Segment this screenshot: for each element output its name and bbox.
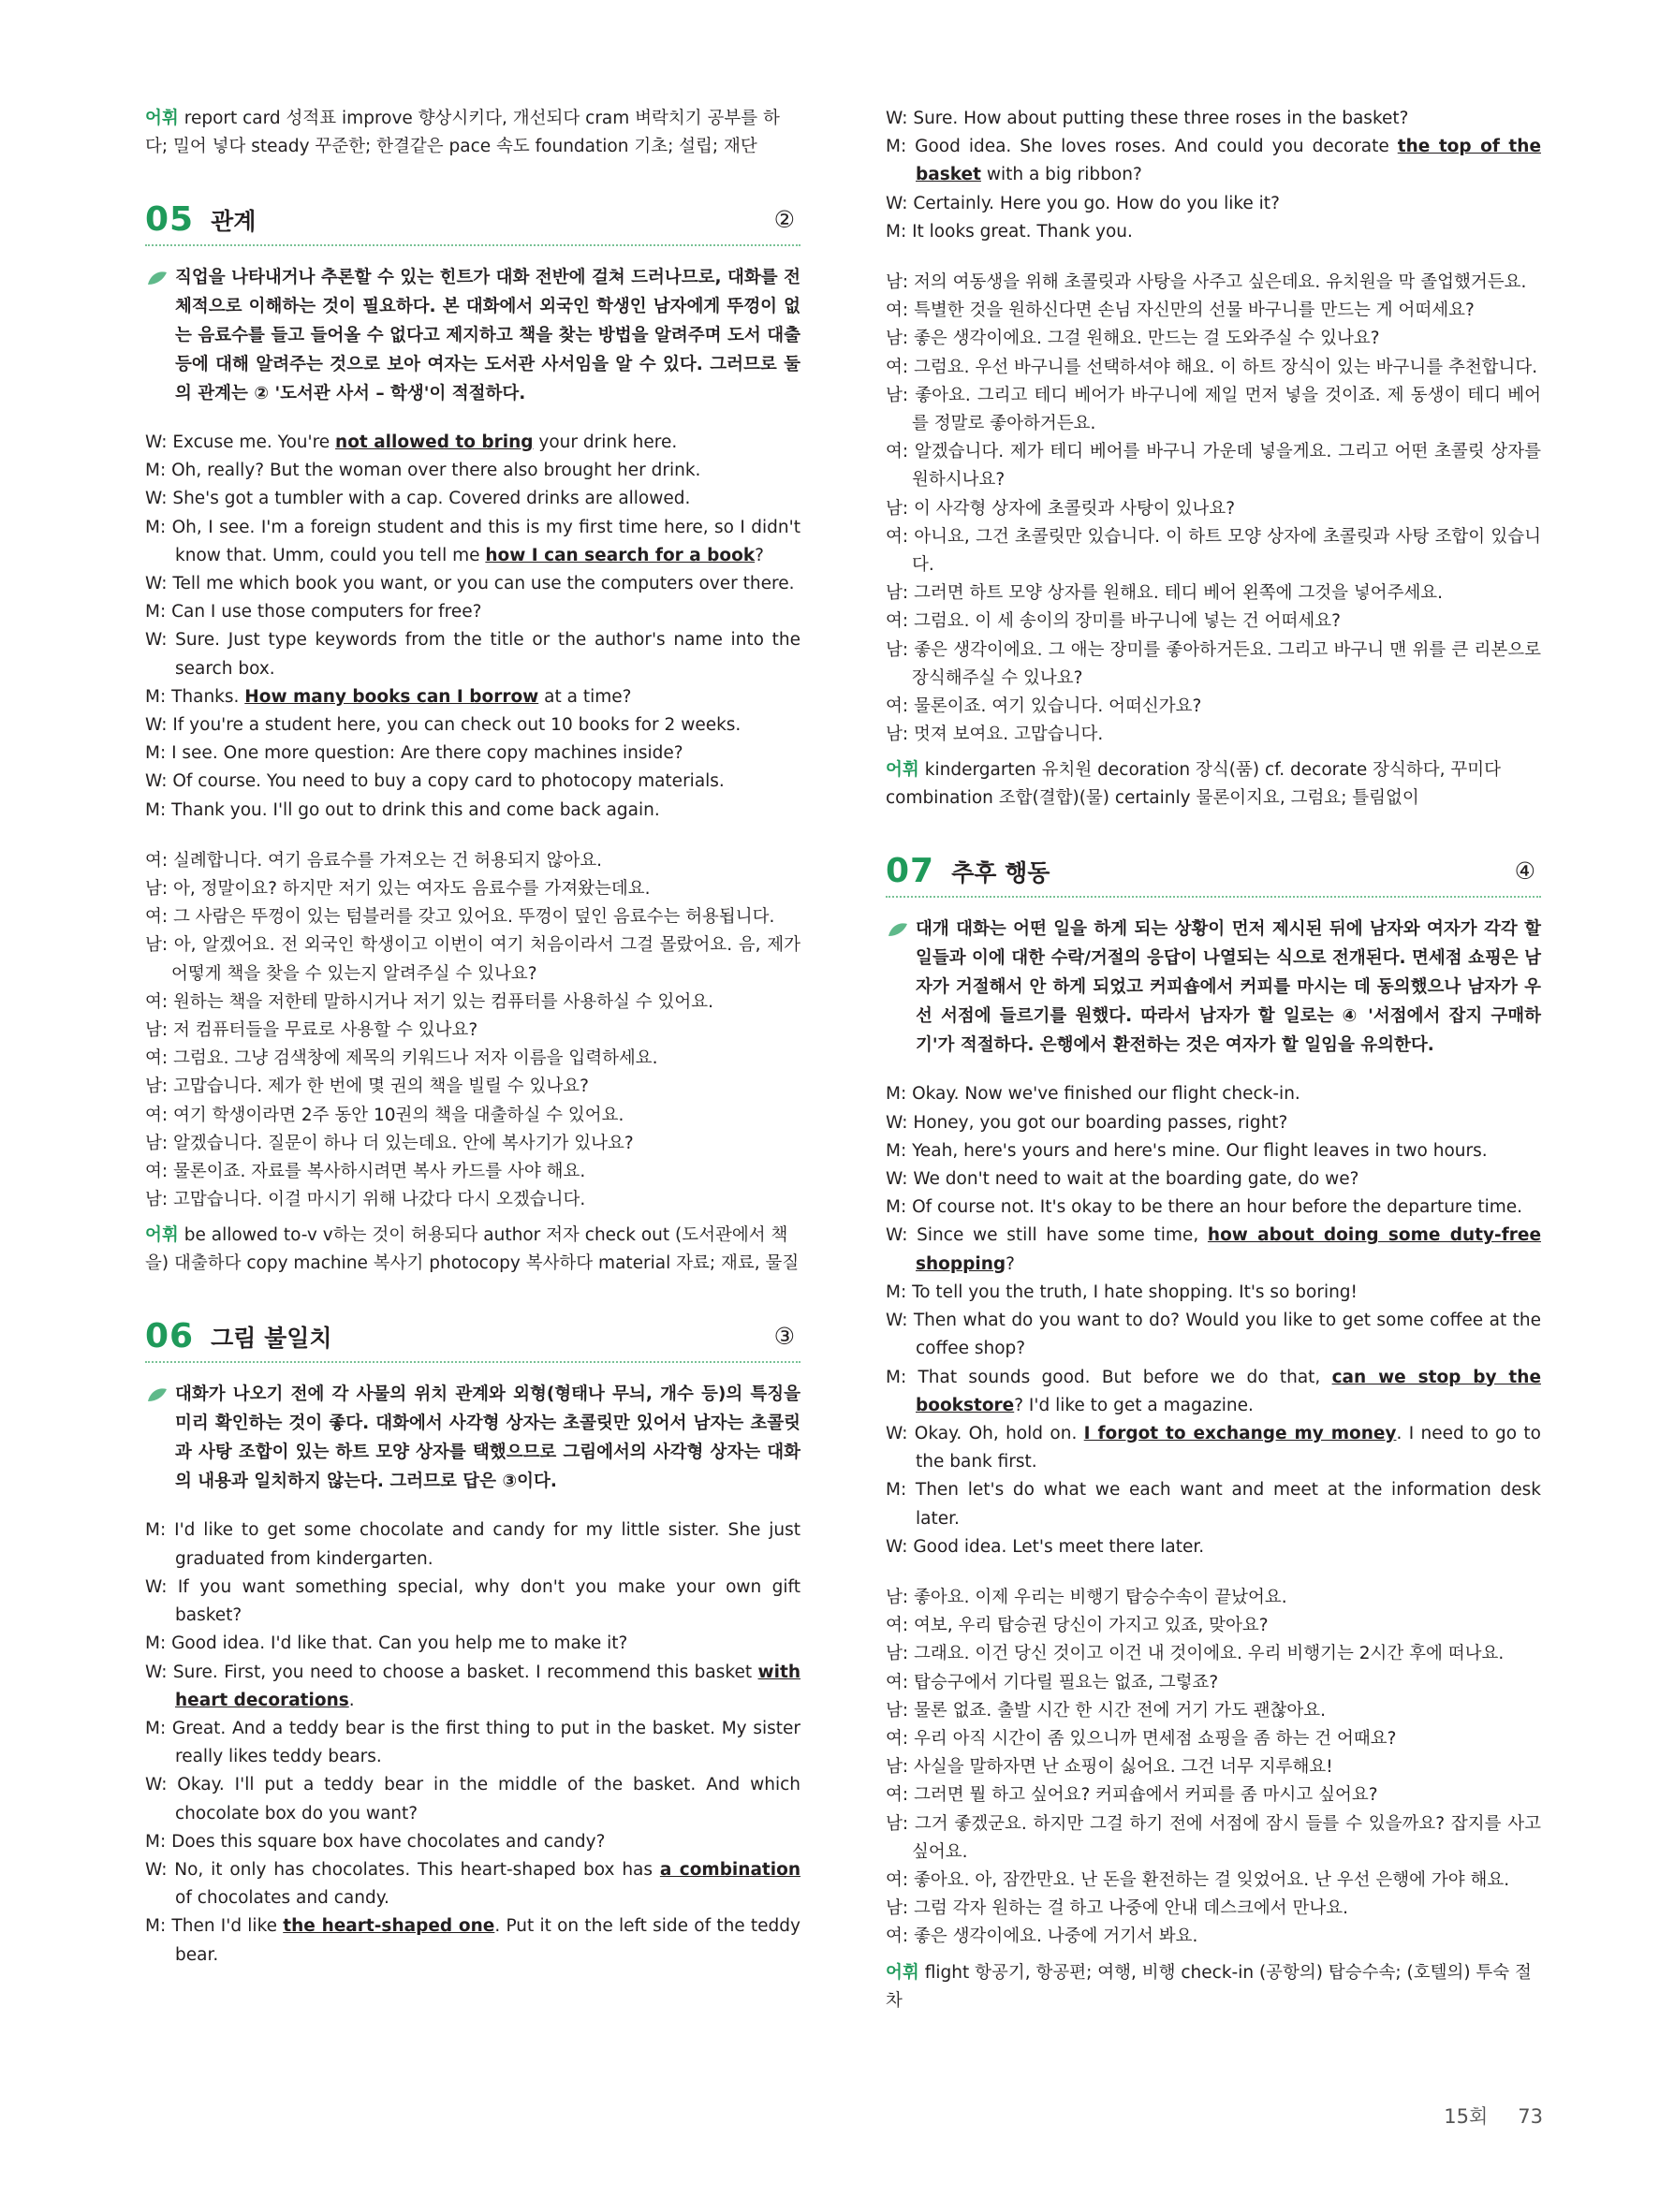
translation-line: 남: 좋아요. 이제 우리는 비행기 탑승수속이 끝났어요. xyxy=(886,1587,1287,1607)
dialog-text: M: That sounds good. But before we do that, xyxy=(886,1367,1332,1387)
translation-line: 남: 멋져 보여요. 고맙습니다. xyxy=(886,725,1104,745)
dialog-text: M: Okay. Now we've finished our flight check-in. xyxy=(886,1084,1300,1105)
dialog-line xyxy=(145,1856,800,1912)
dialog-line xyxy=(145,1574,800,1630)
key-phrase: can we stop by the bookstore xyxy=(916,1367,1541,1415)
translation-line: 여: 여보, 우리 탑승권 당신이 가지고 있죠, 맞아요? xyxy=(886,1616,1269,1636)
dialog-text: M: Then I'd like xyxy=(145,1916,284,1937)
dialog-text: W: Honey, you got our boarding passes, right? xyxy=(886,1112,1288,1133)
dialog-text: W: She's got a tumbler with a cap. Covered drinks are allowed. xyxy=(145,489,691,509)
dialog-text: W: Okay. I'll put a teddy bear in the middle of the basket. And which chocolate box do you want? xyxy=(145,1775,800,1824)
dialog-text: . xyxy=(348,1690,355,1710)
dialog-line xyxy=(145,457,800,485)
translation-line: 여: 아니요, 그건 초콜릿만 있습니다. 이 하트 모양 상자에 초콜릿과 사탕 조합이 있습니다. xyxy=(886,526,1541,576)
explanation-06: 대화가 나오기 전에 각 사물의 위치 관계와 외형(형태나 무늬, 개수 등)의 특징을 미리 확인하는 것이 좋다. 대화에서 사각형 상자는 초콜릿만 있어서 남자는 초콜릿과 사탕 조합이 있는 하트 모양 상자를 택했으므로 그림에서의 사각형 상자는 대화의 내용과 일치하지 않는다. 그러므로 답은 ③이다. xyxy=(145,1380,800,1496)
answer-mark: ④ xyxy=(1514,857,1535,886)
key-phrase: the top of the basket xyxy=(916,137,1541,185)
translation-line: 여: 알겠습니다. 제가 테디 베어를 바구니 가운데 넣을게요. 그리고 어떤 초콜릿 상자를 원하시나요? xyxy=(886,442,1541,491)
dialog-line xyxy=(145,598,800,626)
translation-line: 여: 특별한 것을 원하신다면 손님 자신만의 선물 바구니를 만드는 게 어떠세요? xyxy=(886,300,1475,321)
dialog-text: M: It looks great. Thank you. xyxy=(886,221,1133,242)
dialog-text: M: Great. And a teddy bear is the first thing to put in the basket. My sister really likes teddy bears. xyxy=(145,1718,800,1767)
translation-line: 남: 저의 여동생을 위해 초콜릿과 사탕을 사주고 싶은데요. 유치원을 막 졸업했거든요. xyxy=(886,272,1527,293)
dialog-text: your drink here. xyxy=(533,432,678,452)
dialog-text: . Put it on the left side of the teddy bear. xyxy=(175,1916,800,1965)
section-number: 07 xyxy=(886,852,935,891)
vocab-top: 어휘 report card 성적표 improve 향상시키다, 개선되다 cram 벼락치기 공부를 하다; 밀어 넣다 steady 꾸준한; 한결같은 pace 속도 foundation 기초; 설립; 재단 xyxy=(145,109,780,156)
dialog-line xyxy=(145,1771,800,1827)
translation-line: 여: 물론이죠. 여기 있습니다. 어떠신가요? xyxy=(886,696,1202,717)
leaf-icon xyxy=(147,1387,168,1402)
dialog-text: W: Certainly. Here you go. How do you like it? xyxy=(886,193,1280,213)
translation-line: 남: 그럼 각자 원하는 걸 하고 나중에 안내 데스크에서 만나요. xyxy=(886,1898,1348,1919)
answer-mark: ③ xyxy=(773,1323,795,1351)
dialog-line xyxy=(886,190,1541,218)
translation-line: 여: 탑승구에서 기다릴 필요는 없죠, 그렇죠? xyxy=(886,1672,1219,1692)
dialog-line xyxy=(886,1476,1541,1532)
dialog-line xyxy=(886,105,1541,133)
dialog-line xyxy=(886,133,1541,189)
dialog-text: M: I see. One more question: Are there copy machines inside? xyxy=(145,743,683,764)
dialog-text: W: No, it only has chocolates. This heart-shaped box has xyxy=(145,1859,660,1880)
section-05-header xyxy=(145,200,800,246)
dialog-line xyxy=(145,570,800,598)
translation-line: 남: 좋아요. 그리고 테디 베어가 바구니에 제일 먼저 넣을 것이죠. 제 동생이 테디 베어를 정말로 좋아하거든요. xyxy=(886,385,1541,434)
right-column xyxy=(886,105,1541,2015)
dialog-07 xyxy=(886,1080,1541,1560)
dialog-06 xyxy=(145,1516,800,1969)
dialog-line xyxy=(145,740,800,768)
section-06-header xyxy=(145,1317,800,1363)
translation-line: 여: 그럼요. 그냥 검색창에 제목의 키워드나 저자 이름을 입력하세요. xyxy=(145,1048,658,1069)
leaf-icon xyxy=(888,922,908,937)
translation-line: 여: 원하는 책을 저한테 말하시거나 저기 있는 컴퓨터를 사용하실 수 있어요. xyxy=(145,991,714,1012)
translation-line: 남: 사실을 말하자면 난 쇼핑이 싫어요. 그건 너무 지루해요! xyxy=(886,1757,1333,1778)
dialog-text: W: If you want something special, why don't you make your own gift basket? xyxy=(145,1576,800,1626)
dialog-line xyxy=(145,1912,800,1969)
dialog-line xyxy=(886,218,1541,246)
translation-line: 여: 그럼요. 이 세 송이의 장미를 바구니에 넣는 건 어떠세요? xyxy=(886,611,1341,632)
translation-line: 여: 그 사람은 뚜껑이 있는 텀블러를 갖고 있어요. 뚜껑이 덮인 음료수는 허용됩니다. xyxy=(145,907,775,928)
key-phrase: How many books can I borrow xyxy=(244,686,539,707)
translation-line: 여: 우리 아직 시간이 좀 있으니까 면세점 쇼핑을 좀 하는 건 어때요? xyxy=(886,1728,1397,1749)
key-phrase: not allowed to bring xyxy=(335,432,534,452)
dialog-text: ? xyxy=(1006,1253,1015,1274)
dialog-line xyxy=(886,1420,1541,1476)
dialog-line xyxy=(886,1194,1541,1222)
dialog-text: W: Good idea. Let's meet there later. xyxy=(886,1536,1205,1557)
dialog-line xyxy=(886,1279,1541,1307)
key-phrase: the heart-shaped one xyxy=(283,1916,495,1937)
explanation-05: 직업을 나타내거나 추론할 수 있는 힌트가 대화 전반에 걸쳐 드러나므로, 대화를 전체적으로 이해하는 것이 필요하다. 본 대화에서 외국인 학생인 남자에게 뚜껑이 없는 음료수를 들고 들어올 수 없다고 제지하고 책을 찾는 방법을 알려주며 도서 대출 등에 대해 알려주는 것으로 보아 여자는 도서관 사서임을 알 수 있다. 그러므로 둘의 관계는 ② '도서관 사서 – 학생'이 적절하다. xyxy=(145,263,800,408)
vocab-06: 어휘 kindergarten 유치원 decoration 장식(품) cf. decorate 장식하다, 꾸미다 combination 조합(결합)(물) certainly 물론이지요, 그럼요; 틀림없이 xyxy=(886,760,1501,809)
dialog-line xyxy=(145,514,800,570)
translation-line: 여: 좋아요. 아, 잠깐만요. 난 돈을 환전하는 걸 잊었어요. 난 우선 은행에 가야 해요. xyxy=(886,1869,1510,1890)
dialog-line xyxy=(886,1364,1541,1420)
dialog-line xyxy=(145,485,800,513)
round-label: 15회 xyxy=(1444,2105,1489,2128)
dialog-text: W: Sure. First, you need to choose a basket. I recommend this basket xyxy=(145,1662,758,1682)
translation-line: 여: 좋은 생각이에요. 나중에 거기서 봐요. xyxy=(886,1926,1198,1947)
dialog-text: M: I'd like to get some chocolate and candy for my little sister. She just graduated from kindergarten. xyxy=(145,1520,800,1569)
dialog-text: W: Sure. Just type keywords from the title or the author's name into the search box. xyxy=(145,630,800,679)
dialog-line xyxy=(886,1109,1541,1137)
section-07-header xyxy=(886,852,1541,898)
dialog-line xyxy=(886,1137,1541,1165)
korean-translation-06 xyxy=(886,269,1541,749)
translation-line: 여: 실례합니다. 여기 음료수를 가져오는 건 허용되지 않아요. xyxy=(145,850,603,871)
dialog-text: M: Good idea. She loves roses. And could you decorate xyxy=(886,137,1398,157)
dialog-text: W: Tell me which book you want, or you can use the computers over there. xyxy=(145,574,795,594)
section-number: 06 xyxy=(145,1317,195,1356)
dialog-text: at a time? xyxy=(538,686,632,707)
answer-mark: ② xyxy=(773,206,795,233)
translation-line: 남: 고맙습니다. 이걸 마시기 위해 나갔다 다시 오겠습니다. xyxy=(145,1190,586,1210)
translation-line: 여: 물론이죠. 자료를 복사하시려면 복사 카드를 사야 해요. xyxy=(145,1162,586,1182)
section-number: 05 xyxy=(145,200,195,239)
dialog-line xyxy=(145,711,800,740)
dialog-text: with a big ribbon? xyxy=(980,165,1142,185)
section-title: 관계 xyxy=(211,207,257,235)
key-phrase: a combination xyxy=(659,1859,800,1880)
leaf-icon xyxy=(147,271,168,286)
translation-line: 남: 알겠습니다. 질문이 하나 더 있는데요. 안에 복사기가 있나요? xyxy=(145,1133,634,1153)
left-column xyxy=(145,105,800,1970)
translation-line: 남: 좋은 생각이에요. 그걸 원해요. 만드는 걸 도와주실 수 있나요? xyxy=(886,329,1380,349)
dialog-text: W: Since we still have some time, xyxy=(886,1225,1208,1246)
translation-line: 남: 그래요. 이건 당신 것이고 이건 내 것이에요. 우리 비행기는 2시간 후에 떠나요. xyxy=(886,1644,1505,1664)
dialog-text: M: Can I use those computers for free? xyxy=(145,602,482,623)
translation-line: 여: 그러면 뭘 하고 싶어요? 커피숍에서 커피를 좀 마시고 싶어요? xyxy=(886,1785,1378,1806)
dialog-text: M: Oh, I see. I'm a foreign student and this is my first time here, so I didn't know that. Umm, could you tell me xyxy=(145,517,800,565)
explanation-07: 대개 대화는 어떤 일을 하게 되는 상황이 먼저 제시된 뒤에 남자와 여자가 각각 할 일들과 이에 대한 수락/거절의 응답이 나열되는 식으로 전개된다. 면세점 쇼핑은 남자가 거절해서 안 하게 되었고 커피숍에서 커피를 마시는 데 동의했으나 남자가 우선 서점에 들르기를 원했다. 따라서 남자가 할 일로는 ④ '서점에서 잡지 구매하기'가 적절하다. 은행에서 환전하는 것은 여자가 할 일임을 유의한다. xyxy=(886,915,1541,1060)
section-title: 그림 불일치 xyxy=(211,1324,332,1352)
dialog-text: M: Thank you. I'll go out to drink this and come back again. xyxy=(145,799,660,820)
dialog-text: M: To tell you the truth, I hate shopping. It's so boring! xyxy=(886,1282,1358,1302)
dialog-line xyxy=(886,1533,1541,1561)
dialog-text: of chocolates and candy. xyxy=(175,1888,389,1909)
section-title: 추후 행동 xyxy=(951,858,1050,886)
dialog-text: M: Thanks. xyxy=(145,686,245,707)
dialog-06-continued xyxy=(886,105,1541,246)
dialog-line xyxy=(886,1080,1541,1108)
dialog-line xyxy=(145,797,800,825)
dialog-line xyxy=(145,1516,800,1573)
translation-line: 남: 아, 알겠어요. 전 외국인 학생이고 이번이 여기 처음이라서 그걸 몰랐어요. 음, 제가 어떻게 책을 찾을 수 있는지 알려주실 수 있나요? xyxy=(145,935,800,984)
dialog-line xyxy=(145,1659,800,1715)
dialog-text: M: Yeah, here's yours and here's mine. Our flight leaves in two hours. xyxy=(886,1140,1488,1161)
dialog-text: W: Excuse me. You're xyxy=(145,432,336,452)
translation-line: 남: 아, 정말이요? 하지만 저기 있는 여자도 음료수를 가져왔는데요. xyxy=(145,879,651,900)
dialog-text: M: Then let's do what we each want and meet at the information desk later. xyxy=(886,1480,1541,1529)
dialog-text: ? xyxy=(755,545,764,565)
dialog-text: W: If you're a student here, you can check out 10 books for 2 weeks. xyxy=(145,715,742,736)
dialog-text: . I need to go to the bank first. xyxy=(916,1423,1541,1472)
translation-line: 남: 좋은 생각이에요. 그 애는 장미를 좋아하거든요. 그리고 바구니 맨 위를 큰 리본으로 장식해주실 수 있나요? xyxy=(886,639,1541,688)
dialog-line xyxy=(145,429,800,457)
dialog-text: W: Okay. Oh, hold on. xyxy=(886,1423,1084,1443)
dialog-text: W: Of course. You need to buy a copy card to photocopy materials. xyxy=(145,771,725,792)
dialog-text: W: We don't need to wait at the boarding gate, do we? xyxy=(886,1169,1359,1190)
dialog-line xyxy=(145,683,800,711)
dialog-text: M: Oh, really? But the woman over there also brought her drink. xyxy=(145,461,701,481)
dialog-text: W: Sure. How about putting these three roses in the basket? xyxy=(886,109,1409,128)
dialog-text: M: Does this square box have chocolates and candy? xyxy=(145,1831,606,1852)
dialog-05 xyxy=(145,429,800,825)
key-phrase: how I can search for a book xyxy=(485,545,756,565)
dialog-line xyxy=(145,1715,800,1771)
korean-translation-07 xyxy=(886,1584,1541,1952)
key-phrase: with heart decorations xyxy=(175,1662,800,1710)
korean-translation-05 xyxy=(145,847,800,1215)
translation-line: 남: 고맙습니다. 제가 한 번에 몇 권의 책을 빌릴 수 있나요? xyxy=(145,1077,589,1097)
key-phrase: I forgot to exchange my money xyxy=(1083,1423,1397,1443)
translation-line: 남: 그러면 하트 모양 상자를 원해요. 테디 베어 왼쪽에 그것을 넣어주세요. xyxy=(886,583,1444,604)
translation-line: 여: 그럼요. 우선 바구니를 선택하셔야 해요. 이 하트 장식이 있는 바구니를 추천합니다. xyxy=(886,357,1538,377)
dialog-line xyxy=(145,626,800,682)
dialog-line xyxy=(145,1630,800,1658)
dialog-text: M: Good idea. I'd like that. Can you help me to make it? xyxy=(145,1633,628,1654)
dialog-text: M: Of course not. It's okay to be there an hour before the departure time. xyxy=(886,1197,1523,1218)
translation-line: 남: 이 사각형 상자에 초콜릿과 사탕이 있나요? xyxy=(886,498,1236,519)
dialog-line xyxy=(886,1222,1541,1278)
translation-line: 여: 여기 학생이라면 2주 동안 10권의 책을 대출하실 수 있어요. xyxy=(145,1105,624,1125)
dialog-text: W: Then what do you want to do? Would you like to get some coffee at the coffee shop? xyxy=(886,1311,1541,1359)
dialog-line xyxy=(145,1828,800,1856)
key-phrase: how about doing some duty-free shopping xyxy=(916,1225,1541,1274)
translation-line: 남: 저 컴퓨터들을 무료로 사용할 수 있나요? xyxy=(145,1020,478,1041)
page-number: 73 xyxy=(1518,2105,1543,2128)
dialog-text: ? I'd like to get a magazine. xyxy=(1014,1395,1254,1415)
vocab-05: 어휘 be allowed to-v v하는 것이 허용되다 author 저자 check out (도서관에서 책을) 대출하다 copy machine 복사기 photocopy 복사하다 material 자료; 재료, 물질 xyxy=(145,1225,800,1274)
dialog-line xyxy=(886,1165,1541,1194)
dialog-line xyxy=(145,768,800,796)
page-footer xyxy=(1414,2102,1543,2130)
dialog-line xyxy=(886,1307,1541,1363)
translation-line: 남: 그거 좋겠군요. 하지만 그걸 하기 전에 서점에 잠시 들를 수 있을까요? 잡지를 사고 싶어요. xyxy=(886,1813,1541,1862)
vocab-07: 어휘 flight 항공기, 항공편; 여행, 비행 check-in (공항의) 탑승수속; (호텔의) 투숙 절차 xyxy=(886,1962,1532,2011)
translation-line: 남: 물론 없죠. 출발 시간 한 시간 전에 거기 가도 괜찮아요. xyxy=(886,1700,1326,1721)
